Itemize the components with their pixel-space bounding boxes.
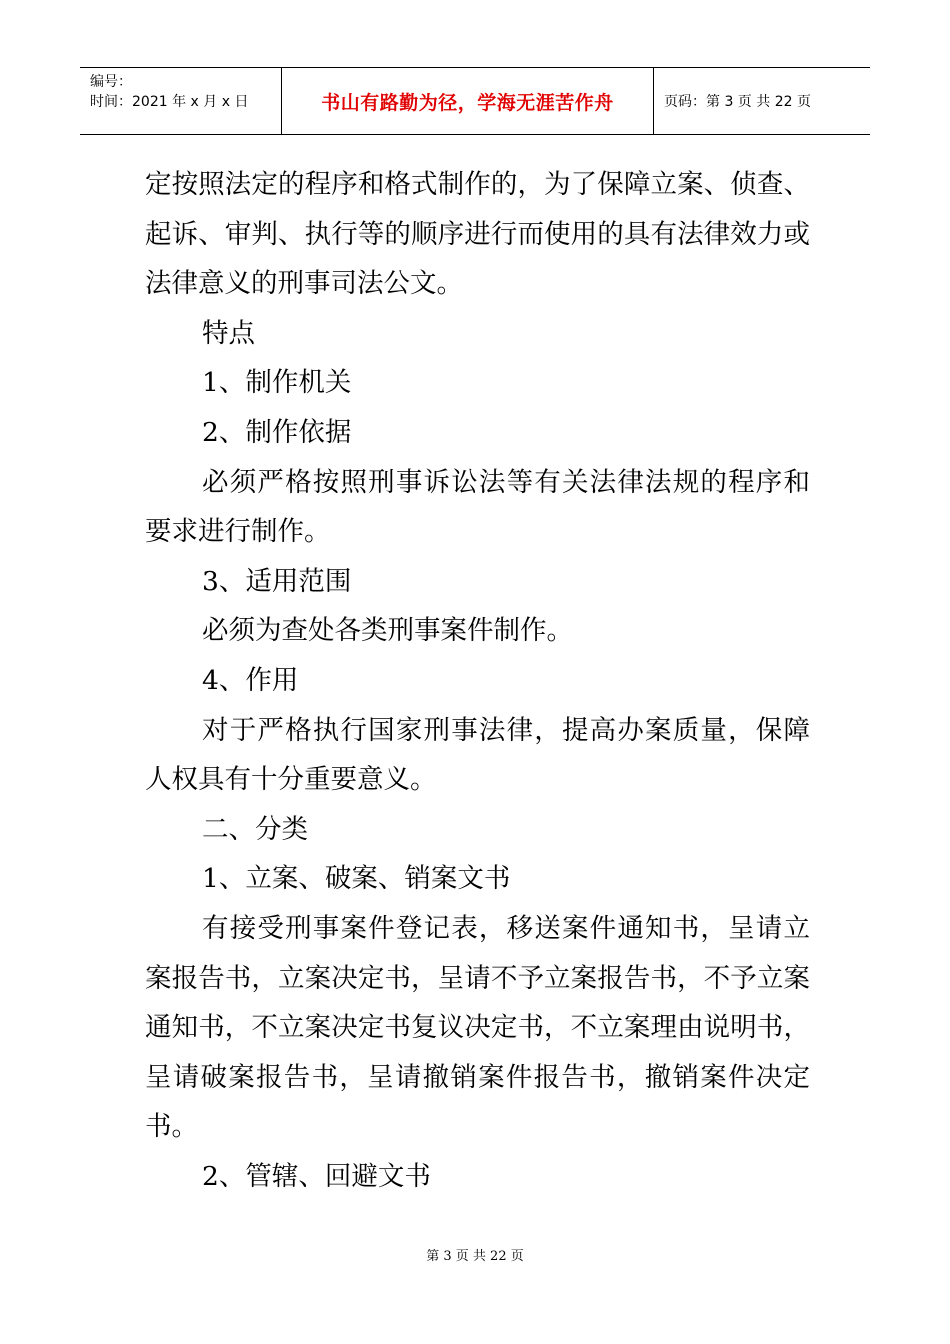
header-page-info: 页码：第 3 页 共 22 页 bbox=[664, 94, 811, 110]
paragraph: 对于严格执行国家刑事法律，提高办案质量，保障人权具有十分重要意义。 bbox=[145, 714, 810, 796]
page-header bbox=[80, 67, 870, 135]
paragraph: 必须严格按照刑事诉讼法等有关法律法规的程序和要求进行制作。 bbox=[145, 466, 810, 548]
section-heading: 特点 bbox=[202, 317, 255, 349]
list-item: 1、立案、破案、销案文书 bbox=[202, 863, 511, 895]
list-item: 1、制作机关 bbox=[202, 367, 352, 399]
list-item: 2、制作依据 bbox=[202, 416, 352, 448]
document-body bbox=[145, 160, 810, 1201]
section-heading: 二、分类 bbox=[202, 813, 308, 845]
document-date: 时间：2021 年 x 月 x 日 bbox=[90, 94, 249, 110]
page-footer: 第 3 页 共 22 页 bbox=[426, 1249, 524, 1264]
list-item: 4、作用 bbox=[202, 664, 299, 696]
header-motto: 书山有路勤为径，学海无涯苦作舟 bbox=[282, 68, 654, 134]
list-item: 3、适用范围 bbox=[202, 565, 352, 597]
header-meta bbox=[80, 68, 282, 134]
paragraph: 必须为查处各类刑事案件制作。 bbox=[202, 615, 573, 647]
document-number-label: 编号： bbox=[90, 74, 132, 90]
paragraph: 有接受刑事案件登记表，移送案件通知书，呈请立案报告书，立案决定书，呈请不予立案报告书，不予立案通知书，不立案决定书复议决定书，不立案理由说明书，呈请破案报告书，呈请撤销案件报告书，撤销案件决定书。 bbox=[145, 912, 810, 1143]
paragraph: 定按照法定的程序和格式制作的，为了保障立案、侦查、起诉、审判、执行等的顺序进行而使用的具有法律效力或法律意义的刑事司法公文。 bbox=[145, 169, 810, 300]
list-item: 2、管辖、回避文书 bbox=[202, 1160, 431, 1192]
